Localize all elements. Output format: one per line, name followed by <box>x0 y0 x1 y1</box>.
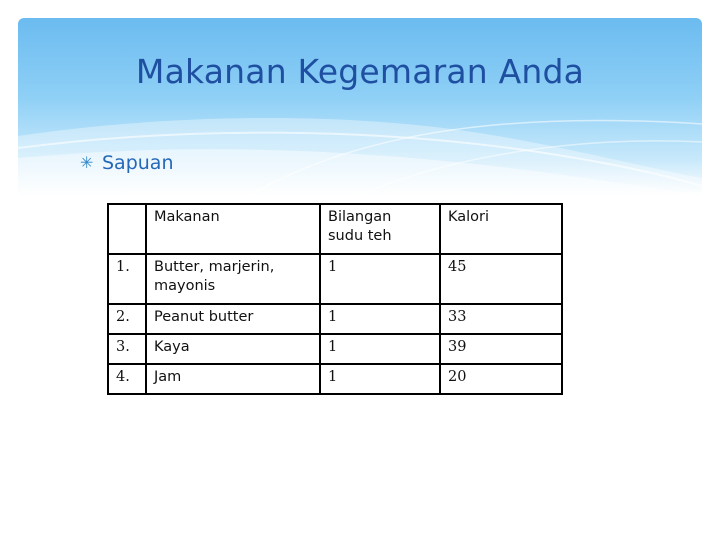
spoons-cell: 1 <box>320 334 440 364</box>
spoons-cell: 1 <box>320 304 440 334</box>
food-cell: Peanut butter <box>146 304 320 334</box>
table-row <box>108 254 562 304</box>
slide-title: Makanan Kegemaran Anda <box>135 52 585 91</box>
food-cell: Kaya <box>146 334 320 364</box>
table-row <box>108 364 562 394</box>
bullet-item <box>80 148 174 178</box>
table-header-row <box>108 204 562 254</box>
asterisk-bullet-icon: ✳ <box>80 155 94 172</box>
spoons-cell: 1 <box>320 364 440 394</box>
calories-cell: 45 <box>440 254 562 304</box>
row-number: 4. <box>108 364 146 394</box>
header-spoons: Bilangan sudu teh <box>320 204 440 254</box>
bullet-text: Sapuan <box>102 152 174 174</box>
header-calories: Kalori <box>440 204 562 254</box>
calories-cell: 20 <box>440 364 562 394</box>
calorie-table <box>107 203 563 395</box>
row-number: 1. <box>108 254 146 304</box>
calories-cell: 39 <box>440 334 562 364</box>
table-row <box>108 304 562 334</box>
row-number: 3. <box>108 334 146 364</box>
header-number <box>108 204 146 254</box>
spoons-cell: 1 <box>320 254 440 304</box>
header-food: Makanan <box>146 204 320 254</box>
table-row <box>108 334 562 364</box>
food-cell: Butter, marjerin, mayonis <box>146 254 320 304</box>
food-cell: Jam <box>146 364 320 394</box>
calories-cell: 33 <box>440 304 562 334</box>
row-number: 2. <box>108 304 146 334</box>
